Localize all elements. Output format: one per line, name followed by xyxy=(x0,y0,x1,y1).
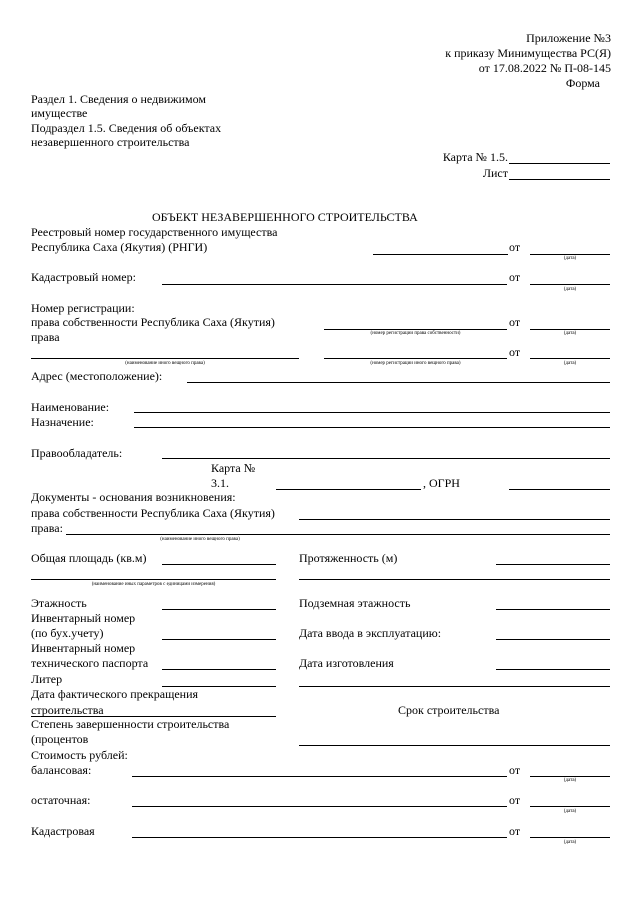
other-params-hint: (наименование иных параметров с единицами измерения) xyxy=(91,582,216,587)
inventory-number-field[interactable] xyxy=(162,639,276,640)
registry-number-field[interactable] xyxy=(373,254,508,255)
liter-label: Литер xyxy=(31,672,63,686)
stop-date-label: Дата фактического прекращения xyxy=(31,687,199,701)
ownership-date-hint: (дата) xyxy=(563,331,577,336)
floors-field[interactable] xyxy=(162,609,276,610)
residual-from-label: от xyxy=(509,793,521,807)
residual-cost-label: остаточная: xyxy=(31,793,91,807)
completion-label-cont: (процентов xyxy=(31,732,89,746)
documents-label: Документы - основания возникновения: xyxy=(31,490,236,504)
ogrn-field[interactable] xyxy=(509,489,610,490)
ownership-reg-number-hint: (номер регистрации права собственности) xyxy=(370,331,461,336)
holder-card-value: 3.1. xyxy=(211,476,229,490)
underground-floors-field[interactable] xyxy=(496,609,610,610)
form-label: Форма xyxy=(565,76,600,90)
documents-right-label: права: xyxy=(31,521,63,535)
stop-date-label-cont: строительства xyxy=(31,703,104,717)
cadastral-cost-date-hint: (дата) xyxy=(563,840,577,845)
holder-card-label: Карта № xyxy=(211,461,256,475)
registry-date-hint: (дата) xyxy=(563,256,577,261)
other-right-reg-number-field[interactable] xyxy=(324,358,507,359)
order-reference: к приказу Минимущества РС(Я) xyxy=(445,46,611,60)
purpose-label: Назначение: xyxy=(31,415,94,429)
card-number-field[interactable] xyxy=(509,163,610,164)
ownership-from-label: от xyxy=(509,315,521,329)
floors-label: Этажность xyxy=(31,596,87,610)
other-right-date-field[interactable] xyxy=(530,358,610,359)
other-right-name-hint: (наименование иного вещного права) xyxy=(125,361,205,366)
residual-cost-field[interactable] xyxy=(132,806,507,807)
ogrn-label: , ОГРН xyxy=(423,476,460,490)
name-field[interactable] xyxy=(134,412,610,413)
subsection-title-cont: незавершенного строительства xyxy=(31,135,190,149)
address-field[interactable] xyxy=(187,382,610,383)
cost-label: Стоимость рублей: xyxy=(31,748,128,762)
purpose-field[interactable] xyxy=(134,427,610,428)
tech-passport-label: Инвентарный номер xyxy=(31,641,136,655)
build-term-label: Срок строительства xyxy=(398,703,500,717)
area-field[interactable] xyxy=(162,564,276,565)
subsection-title: Подраздел 1.5. Сведения об объектах xyxy=(31,121,222,135)
liter-extra-field[interactable] xyxy=(299,686,610,687)
underground-floors-label: Подземная этажность xyxy=(299,596,411,610)
area-label: Общая площадь (кв.м) xyxy=(31,551,147,565)
registry-date-field[interactable] xyxy=(530,254,610,255)
other-right-name-field[interactable] xyxy=(31,358,299,359)
build-term-field[interactable] xyxy=(299,745,610,746)
manufacture-date-label: Дата изготовления xyxy=(299,656,394,670)
residual-date-field[interactable] xyxy=(530,806,610,807)
ownership-right-label: права собственности Республика Саха (Якутия) xyxy=(31,315,275,329)
other-right-from-label: от xyxy=(509,345,521,359)
other-right-date-hint: (дата) xyxy=(563,361,577,366)
ownership-reg-number-field[interactable] xyxy=(324,329,507,330)
registry-label-cont: Республика Саха (Якутия) (РНГИ) xyxy=(31,240,208,254)
cadastral-date-field[interactable] xyxy=(530,284,610,285)
commission-date-label: Дата ввода в эксплуатацию: xyxy=(299,626,442,640)
address-label: Адрес (местоположение): xyxy=(31,369,163,383)
section-title-cont: имуществе xyxy=(31,106,88,120)
cadastral-cost-label: Кадастровая xyxy=(31,824,95,838)
inventory-label-cont: (по бух.учету) xyxy=(31,626,104,640)
commission-date-field[interactable] xyxy=(496,639,610,640)
registry-label: Реестровый номер государственного имущества xyxy=(31,225,278,239)
balance-date-field[interactable] xyxy=(530,776,610,777)
completion-label: Степень завершенности строительства xyxy=(31,717,230,731)
documents-right-hint: (наименование иного вещного права) xyxy=(160,537,240,542)
residual-date-hint: (дата) xyxy=(563,809,577,814)
documents-ownership-label: права собственности Республика Саха (Якутия) xyxy=(31,506,275,520)
cadastral-cost-date-field[interactable] xyxy=(530,837,610,838)
length-label: Протяженность (м) xyxy=(299,551,398,565)
section-title: Раздел 1. Сведения о недвижимом xyxy=(31,92,206,106)
cadastral-label: Кадастровый номер: xyxy=(31,270,136,284)
registration-label: Номер регистрации: xyxy=(31,301,135,315)
tech-passport-label-cont: технического паспорта xyxy=(31,656,149,670)
balance-from-label: от xyxy=(509,763,521,777)
balance-cost-label: балансовая: xyxy=(31,763,92,777)
other-params-field[interactable] xyxy=(31,579,276,580)
holder-label: Правообладатель: xyxy=(31,446,123,460)
cadastral-cost-from-label: от xyxy=(509,824,521,838)
other-params-value-field[interactable] xyxy=(299,579,610,580)
card-number-label: Карта № 1.5. xyxy=(442,150,508,164)
cadastral-number-field[interactable] xyxy=(162,284,507,285)
balance-cost-field[interactable] xyxy=(132,776,507,777)
length-field[interactable] xyxy=(496,564,610,565)
registry-from-label: от xyxy=(509,240,521,254)
form-title: ОБЪЕКТ НЕЗАВЕРШЕННОГО СТРОИТЕЛЬСТВА xyxy=(152,210,418,224)
ownership-date-field[interactable] xyxy=(530,329,610,330)
cadastral-date-hint: (дата) xyxy=(563,287,577,292)
sheet-label: Лист xyxy=(482,166,508,180)
inventory-label: Инвентарный номер xyxy=(31,611,136,625)
other-right-label: права xyxy=(31,330,60,344)
holder-field[interactable] xyxy=(162,458,610,459)
balance-date-hint: (дата) xyxy=(563,778,577,783)
sheet-field[interactable] xyxy=(509,179,610,180)
documents-ownership-field[interactable] xyxy=(299,519,610,520)
other-right-reg-number-hint: (номер регистрации иного вещного права) xyxy=(370,361,461,366)
appendix-number: Приложение №3 xyxy=(526,31,611,45)
holder-card-field[interactable] xyxy=(276,489,421,490)
name-label: Наименование: xyxy=(31,400,110,414)
cadastral-cost-field[interactable] xyxy=(132,837,507,838)
manufacture-date-field[interactable] xyxy=(496,669,610,670)
cadastral-from-label: от xyxy=(509,270,521,284)
documents-right-field[interactable] xyxy=(66,534,610,535)
tech-passport-field[interactable] xyxy=(162,669,276,670)
order-date: от 17.08.2022 № П-08-145 xyxy=(478,61,611,75)
